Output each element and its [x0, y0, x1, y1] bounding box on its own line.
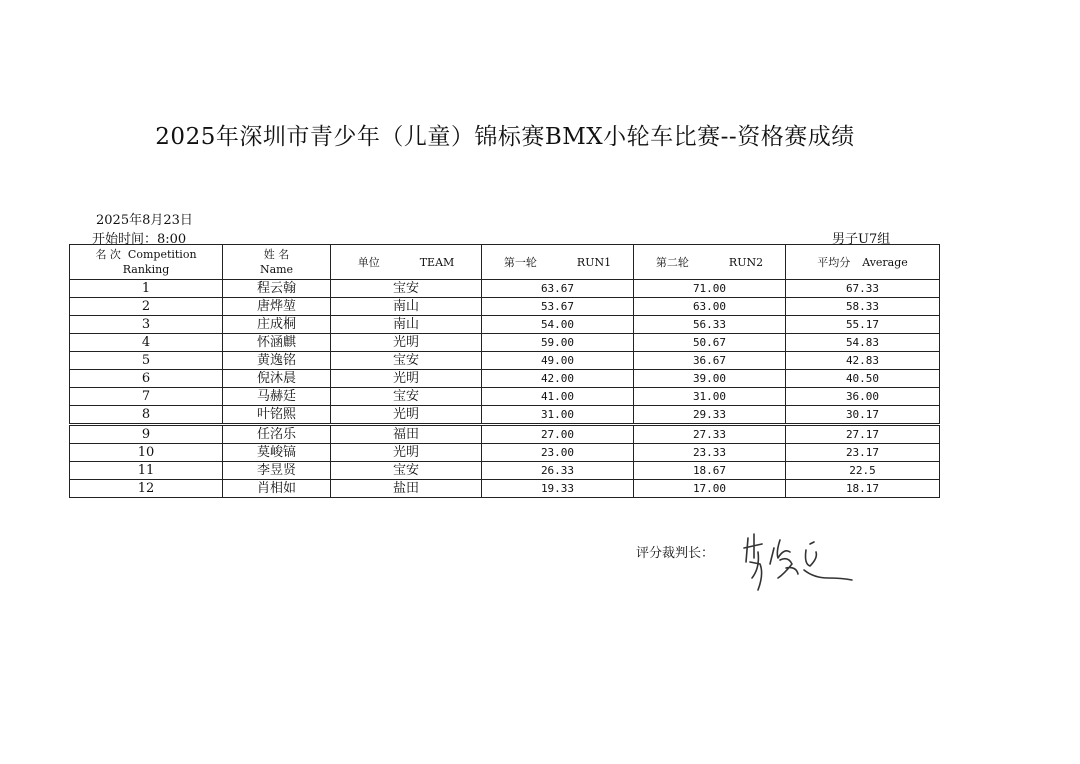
table-row [70, 280, 940, 298]
run1-cell: 63.67 [482, 280, 634, 298]
table-header-row [70, 245, 940, 280]
handwritten-signature [740, 518, 860, 596]
average-cell: 54.83 [786, 334, 940, 352]
average-cell: 23.17 [786, 444, 940, 462]
average-cell: 27.17 [786, 425, 940, 444]
name-cell: 唐烨堃 [223, 298, 331, 316]
table-row [70, 406, 940, 425]
team-cell: 光明 [331, 370, 482, 388]
team-cell: 宝安 [331, 388, 482, 406]
rank-cell: 7 [70, 388, 223, 406]
header-name-en: Name [259, 263, 294, 276]
run2-cell: 36.67 [634, 352, 786, 370]
run2-cell: 56.33 [634, 316, 786, 334]
run2-cell: 31.00 [634, 388, 786, 406]
name-cell: 程云翰 [223, 280, 331, 298]
header-rank [70, 245, 223, 280]
team-cell: 光明 [331, 444, 482, 462]
average-cell: 58.33 [786, 298, 940, 316]
rank-cell: 9 [70, 425, 223, 444]
team-cell: 光明 [331, 334, 482, 352]
run1-cell: 19.33 [482, 480, 634, 498]
run2-cell: 50.67 [634, 334, 786, 352]
name-cell: 黄逸铭 [223, 352, 331, 370]
run1-cell: 41.00 [482, 388, 634, 406]
rank-cell: 8 [70, 406, 223, 425]
team-cell: 盐田 [331, 480, 482, 498]
team-cell: 光明 [331, 406, 482, 425]
team-cell: 南山 [331, 298, 482, 316]
rank-cell: 3 [70, 316, 223, 334]
name-cell: 庄成桐 [223, 316, 331, 334]
run1-cell: 31.00 [482, 406, 634, 425]
rank-cell: 5 [70, 352, 223, 370]
header-avg-cn: 平均分 [817, 255, 851, 269]
rank-cell: 1 [70, 280, 223, 298]
name-cell: 马赫廷 [223, 388, 331, 406]
header-name-cn: 姓 名 [263, 248, 290, 261]
run1-cell: 49.00 [482, 352, 634, 370]
run1-cell: 23.00 [482, 444, 634, 462]
results-table [69, 244, 940, 498]
table-row [70, 316, 940, 334]
team-cell: 宝安 [331, 462, 482, 480]
header-avg-en: Average [862, 255, 908, 269]
name-cell: 倪沐晨 [223, 370, 331, 388]
rank-cell: 2 [70, 298, 223, 316]
run1-cell: 59.00 [482, 334, 634, 352]
header-average [786, 245, 940, 280]
name-cell: 莫峻镐 [223, 444, 331, 462]
header-run1-cn: 第一轮 [503, 255, 537, 269]
team-cell: 福田 [331, 425, 482, 444]
run1-cell: 42.00 [482, 370, 634, 388]
chief-judge-label: 评分裁判长： [636, 546, 715, 561]
run2-cell: 63.00 [634, 298, 786, 316]
group-label: 男子U7组 [832, 232, 891, 247]
run2-cell: 29.33 [634, 406, 786, 425]
table-row [70, 334, 940, 352]
team-cell: 南山 [331, 316, 482, 334]
average-cell: 42.83 [786, 352, 940, 370]
table-row [70, 388, 940, 406]
name-cell: 李昱贤 [223, 462, 331, 480]
team-cell: 宝安 [331, 280, 482, 298]
header-name [223, 245, 331, 280]
rank-cell: 4 [70, 334, 223, 352]
header-run1-en: RUN1 [576, 255, 612, 269]
average-cell: 40.50 [786, 370, 940, 388]
name-cell: 肖相如 [223, 480, 331, 498]
run2-cell: 18.67 [634, 462, 786, 480]
run2-cell: 39.00 [634, 370, 786, 388]
run2-cell: 27.33 [634, 425, 786, 444]
header-run2-en: RUN2 [728, 255, 764, 269]
name-cell: 怀涵麒 [223, 334, 331, 352]
table-row [70, 370, 940, 388]
run2-cell: 23.33 [634, 444, 786, 462]
name-cell: 任洺乐 [223, 425, 331, 444]
average-cell: 55.17 [786, 316, 940, 334]
rank-cell: 6 [70, 370, 223, 388]
page-title: 2025年深圳市青少年（儿童）锦标赛BMX小轮车比赛--资格赛成绩 [155, 124, 855, 150]
run2-cell: 17.00 [634, 480, 786, 498]
event-date: 2025年8月23日 [96, 213, 193, 228]
table-row [70, 352, 940, 370]
average-cell: 67.33 [786, 280, 940, 298]
run1-cell: 26.33 [482, 462, 634, 480]
average-cell: 22.5 [786, 462, 940, 480]
rank-cell: 11 [70, 462, 223, 480]
header-team [331, 245, 482, 280]
rank-cell: 10 [70, 444, 223, 462]
name-cell: 叶铭熙 [223, 406, 331, 425]
header-run2-cn: 第二轮 [655, 255, 689, 269]
header-rank-cn: 名 次 Competition [95, 248, 197, 261]
header-team-cn: 单位 [357, 255, 380, 269]
table-row [70, 480, 940, 498]
table-row [70, 444, 940, 462]
header-run2 [634, 245, 786, 280]
table-row [70, 425, 940, 444]
run1-cell: 54.00 [482, 316, 634, 334]
table-row [70, 298, 940, 316]
header-rank-en: Ranking [122, 263, 170, 276]
table-row [70, 462, 940, 480]
average-cell: 18.17 [786, 480, 940, 498]
average-cell: 30.17 [786, 406, 940, 425]
start-time: 开始时间：8:00 [92, 232, 187, 247]
run1-cell: 53.67 [482, 298, 634, 316]
header-run1 [482, 245, 634, 280]
average-cell: 36.00 [786, 388, 940, 406]
run2-cell: 71.00 [634, 280, 786, 298]
header-team-en: TEAM [419, 255, 455, 269]
team-cell: 宝安 [331, 352, 482, 370]
rank-cell: 12 [70, 480, 223, 498]
run1-cell: 27.00 [482, 425, 634, 444]
